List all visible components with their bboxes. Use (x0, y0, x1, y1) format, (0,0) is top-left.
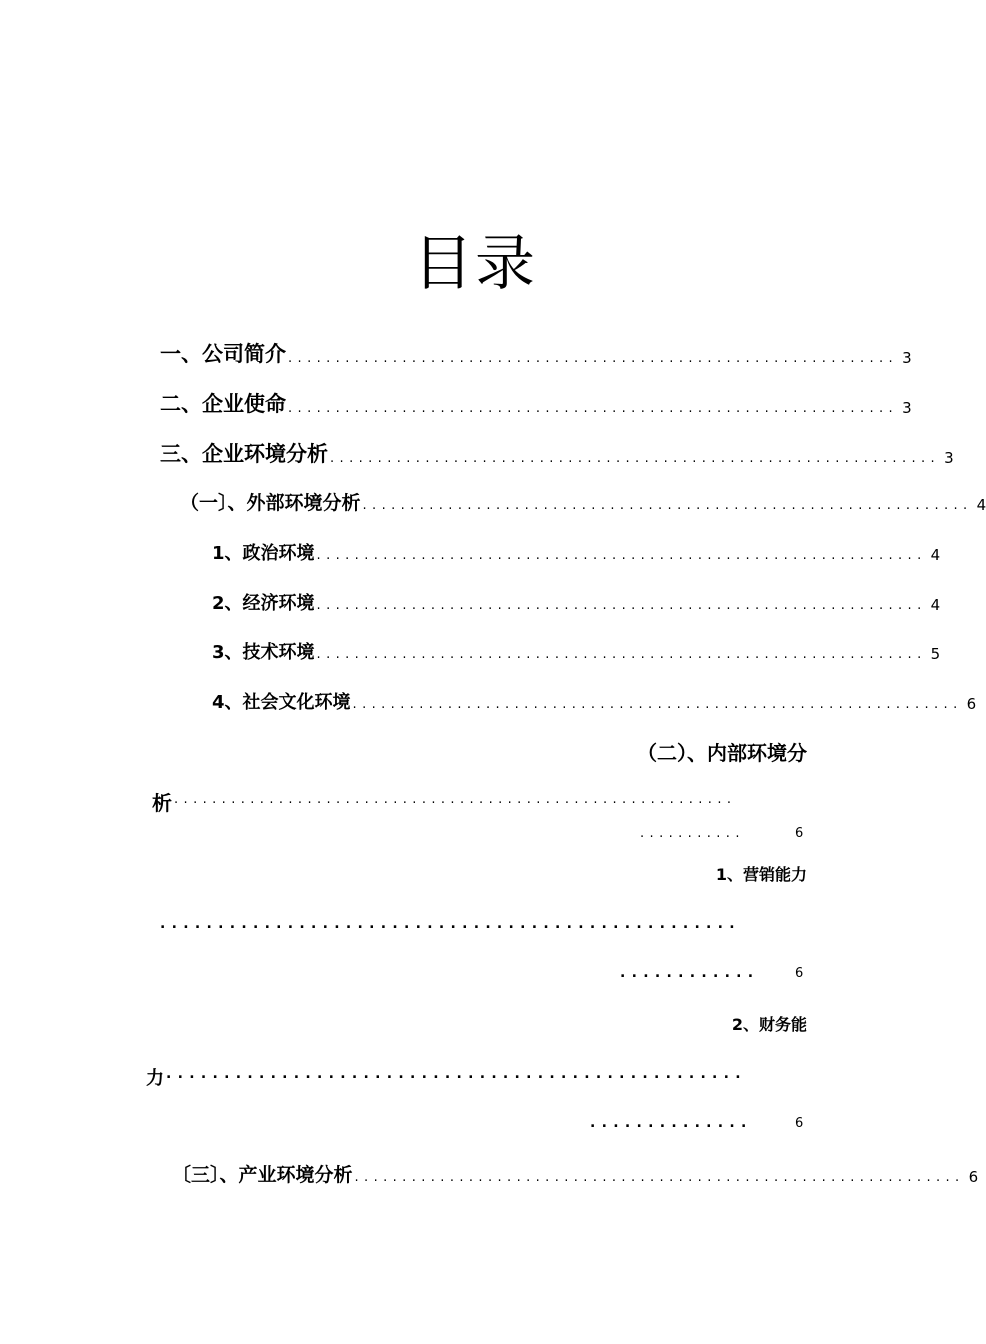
toc-entry-label[interactable]: 1、营销能力 (715, 865, 807, 884)
toc-page-number: 4 (976, 496, 986, 514)
toc-page-number: 6 (795, 826, 804, 841)
toc-page-number: 3 (902, 349, 912, 367)
toc-leader: ................................................................ (316, 647, 927, 662)
toc-entry[interactable] (212, 688, 977, 714)
toc-entry[interactable] (160, 438, 954, 468)
toc-leader: .............. (590, 1115, 753, 1131)
page-title: 目录 (413, 229, 537, 299)
toc-leader: ........... (640, 826, 745, 841)
toc-leader: ................................................................ (352, 697, 963, 712)
toc-entry[interactable] (160, 338, 912, 368)
toc-page-number: 6 (795, 966, 804, 981)
toc-entry-label-continuation: 析 (152, 791, 172, 815)
toc-page-number: 6 (795, 1116, 804, 1131)
toc-leader: ........................................................... (174, 792, 737, 807)
toc-leader: ................................................................ (362, 498, 973, 513)
toc-entry-label: 二、企业使命 (160, 392, 286, 416)
toc-leader: .................................................. (160, 916, 741, 932)
toc-entry[interactable] (160, 388, 912, 418)
toc-page-number: 4 (930, 596, 941, 614)
toc-entry[interactable] (212, 638, 941, 664)
toc-entry-label: 4、社会文化环境 (212, 692, 351, 713)
toc-leader: ................................................................ (354, 1170, 965, 1185)
toc-entry-label: 1、政治环境 (212, 543, 315, 564)
toc-entry-label-continuation: 力 (146, 1068, 164, 1089)
toc-entry-label: 三、企业环境分析 (160, 442, 328, 466)
toc-leader: ................................................................ (288, 401, 899, 416)
toc-leader: .................................................. (166, 1066, 747, 1082)
toc-page-number: 6 (968, 1168, 979, 1186)
toc-entry[interactable] (180, 488, 986, 515)
toc-entry-label: 2、经济环境 (212, 593, 315, 614)
toc-page-number: 3 (902, 399, 912, 417)
toc-entry-label: （一〕、外部环境分析 (180, 492, 361, 514)
toc-leader: ................................................................ (330, 451, 941, 466)
toc-leader: ............ (620, 965, 760, 981)
toc-leader: ................................................................ (316, 548, 927, 563)
toc-entry-label[interactable]: （二）、内部环境分 (637, 741, 807, 765)
toc-page-number: 5 (930, 645, 941, 663)
toc-page-number: 4 (930, 546, 941, 564)
toc-page-number: 3 (944, 449, 954, 467)
toc-entry-label: 3、技术环境 (212, 642, 315, 663)
toc-entry-label: 一、公司简介 (160, 342, 286, 366)
toc-leader: ................................................................ (316, 598, 927, 613)
toc-entry[interactable] (172, 1160, 979, 1187)
toc-entry-label: 〔三〕、产业环境分析 (172, 1164, 353, 1186)
toc-entry[interactable] (212, 539, 941, 565)
toc-page-number: 6 (966, 695, 977, 713)
toc-entry-label[interactable]: 2、财务能 (731, 1015, 807, 1034)
toc-entry[interactable] (212, 589, 941, 615)
toc-leader: ................................................................ (288, 351, 899, 366)
